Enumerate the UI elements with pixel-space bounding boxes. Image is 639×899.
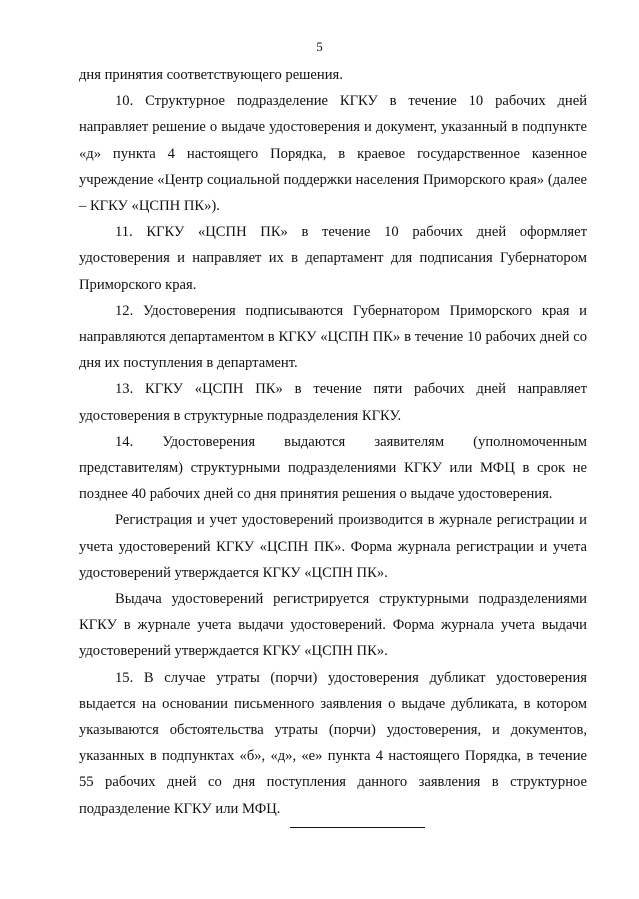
paragraph-12: 12. Удостоверения подписываются Губернатором Приморского края и направляются департаментом в КГКУ «ЦСПН ПК» в течение 10 рабочих дней со дня их поступления в департамент.	[79, 302, 587, 372]
page-number: 5	[316, 39, 323, 54]
paragraph-15: 15. В случае утраты (порчи) удостоверения дубликат удостоверения выдается на основании письменного заявления о выдаче дубликата, в котором указываются обстоятельства утраты (порчи) удостоверения, и документов, указанных в подпунктах «б», «д», «е» пункта 4 настоящего Порядка, в течение 55 рабочих дней со дня поступления данного заявления в структурное подразделение КГКУ или МФЦ.	[79, 669, 587, 817]
paragraph-14-issuance: Выдача удостоверений регистрируется структурными подразделениями КГКУ в журнале учета выдачи удостоверений. Форма журнала учета выдачи удостоверений утверждается КГКУ «ЦСПН ПК».	[79, 591, 587, 660]
paragraph-continuation: дня принятия соответствующего решения.	[79, 67, 343, 83]
paragraph-14-registration: Регистрация и учет удостоверений производится в журнале регистрации и учета удостоверений КГКУ «ЦСПН ПК». Форма журнала регистрации и учета удостоверений утверждается КГКУ «ЦСПН ПК».	[79, 512, 587, 581]
paragraph-11: 11. КГКУ «ЦСПН ПК» в течение 10 рабочих дней оформляет удостоверения и направляет их в департамент для подписания Губернатором Приморского края.	[79, 224, 587, 293]
document-body	[79, 62, 587, 822]
paragraph-13: 13. КГКУ «ЦСПН ПК» в течение пяти рабочих дней направляет удостоверения в структурные подразделения КГКУ.	[79, 381, 587, 424]
paragraph-14: 14. Удостоверения выдаются заявителям (уполномоченным представителям) структурными подразделениями КГКУ или МФЦ в срок не позднее 40 рабочих дней со дня принятия решения о выдаче удостоверения.	[79, 433, 587, 503]
end-of-document-rule	[290, 827, 425, 828]
paragraph-10: 10. Структурное подразделение КГКУ в течение 10 рабочих дней направляет решение о выдаче удостоверения и документ, указанный в подпункте «д» пункта 4 настоящего Порядка, в краевое государственное казенное учреждение «Центр социальной поддержки населения Приморского края» (далее – КГКУ «ЦСПН ПК»).	[79, 93, 587, 215]
